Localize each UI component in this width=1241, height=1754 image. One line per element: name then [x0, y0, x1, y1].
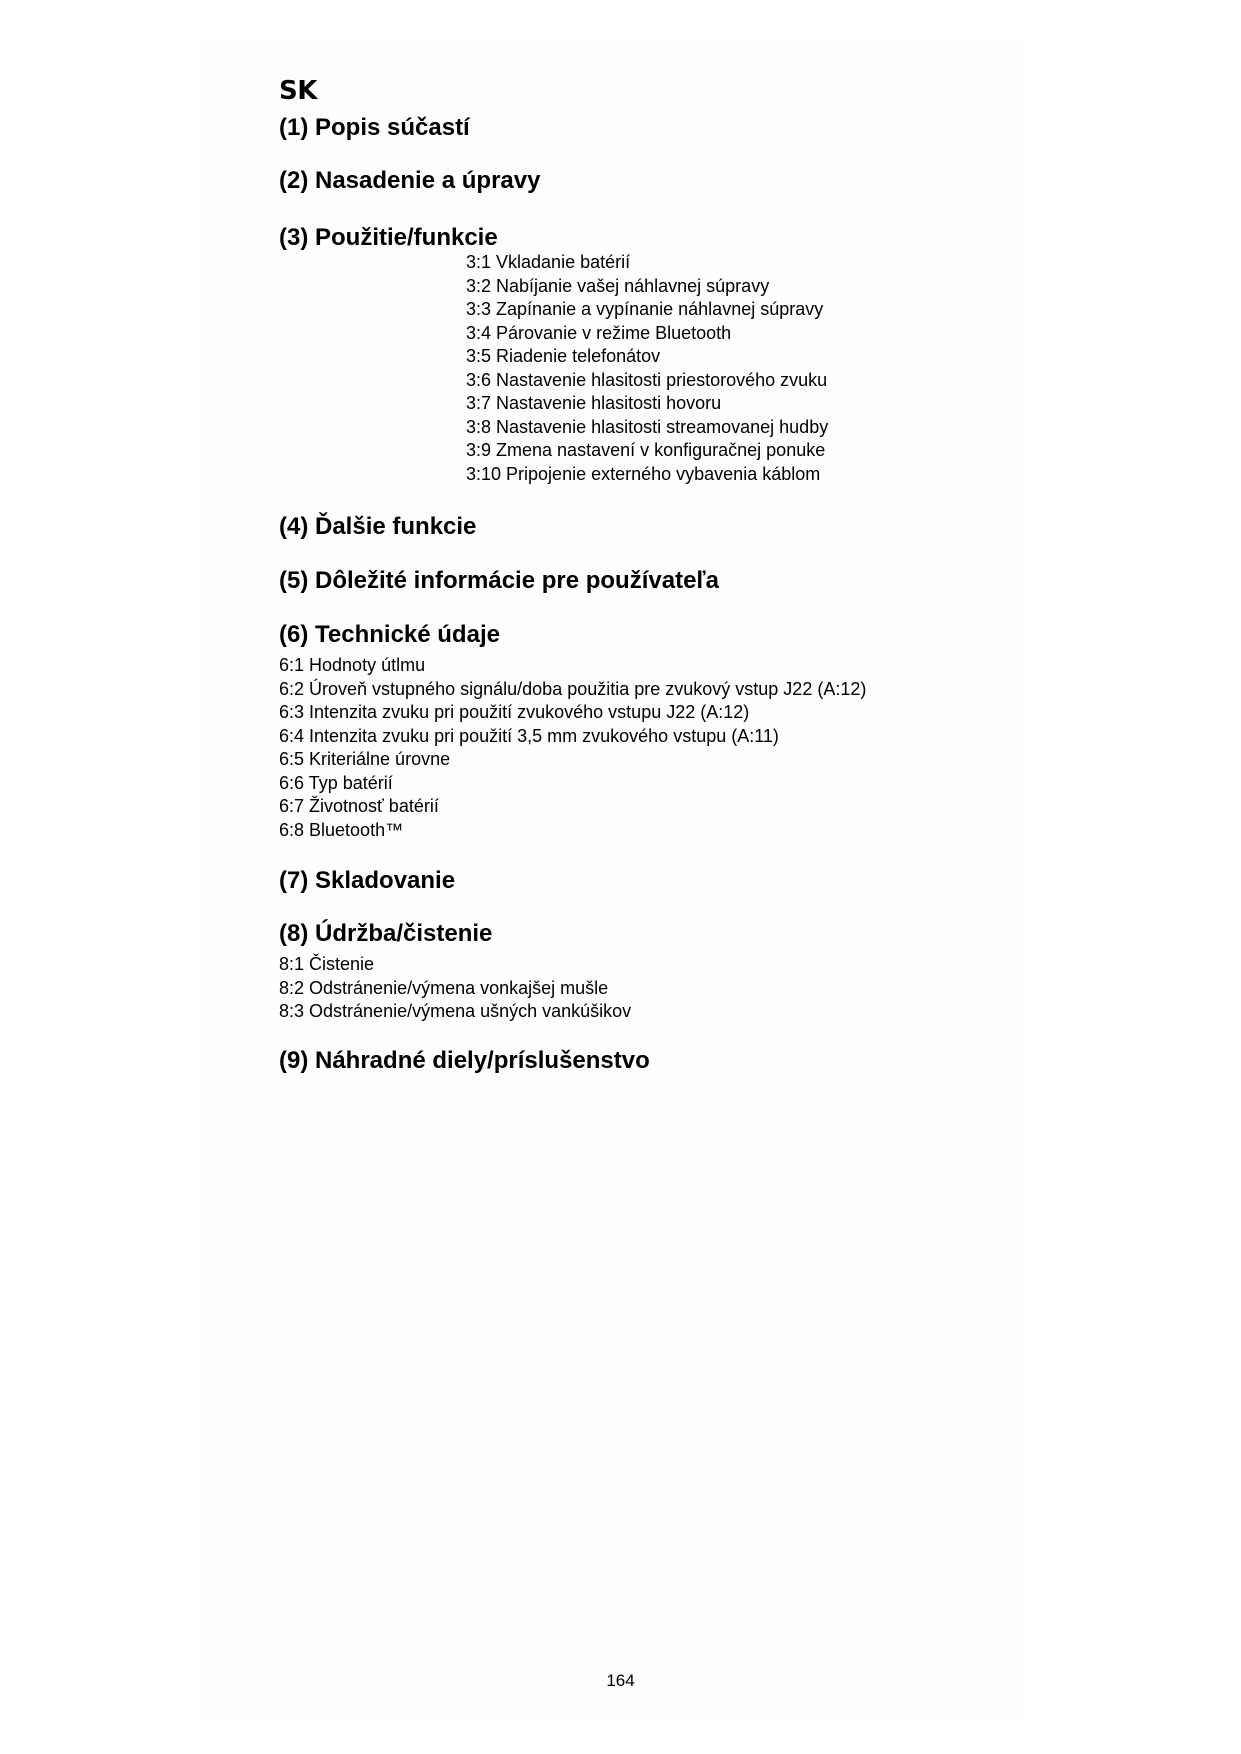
section-6-subitems — [279, 654, 866, 842]
list-item: 6:3 Intenzita zvuku pri použití zvukového vstupu J22 (A:12) — [279, 702, 750, 722]
section-heading-6: (6) Technické údaje — [279, 621, 500, 648]
list-item: 3:4 Párovanie v režime Bluetooth — [466, 322, 732, 343]
list-item: 6:5 Kriteriálne úrovne — [279, 749, 451, 769]
page-number: 164 — [606, 1671, 635, 1690]
list-item: 8:2 Odstránenie/výmena vonkajšej mušle — [279, 977, 609, 998]
section-3-subitems — [466, 251, 828, 486]
list-item: 8:1 Čistenie — [279, 954, 375, 974]
list-item: 3:2 Nabíjanie vašej náhlavnej súpravy — [466, 275, 770, 296]
section-heading-7: (7) Skladovanie — [279, 867, 456, 894]
list-item: 6:1 Hodnoty útlmu — [279, 655, 426, 675]
list-item: 6:6 Typ batérií — [279, 772, 393, 793]
list-item: 3:9 Zmena nastavení v konfiguračnej ponuke — [466, 440, 826, 460]
list-item: 6:7 Životnosť batérií — [279, 796, 439, 816]
list-item: 3:6 Nastavenie hlasitosti priestorového zvuku — [466, 369, 828, 390]
list-item: 3:5 Riadenie telefonátov — [466, 346, 661, 366]
section-heading-9: (9) Náhradné diely/príslušenstvo — [279, 1047, 650, 1074]
list-item: 6:8 Bluetooth™ — [279, 819, 404, 840]
list-item: 6:4 Intenzita zvuku pri použití 3,5 mm zvukového vstupu (A:11) — [279, 725, 779, 746]
section-heading-4: (4) Ďalšie funkcie — [279, 513, 477, 540]
list-item: 3:3 Zapínanie a vypínanie náhlavnej súpravy — [466, 299, 824, 319]
section-heading-8: (8) Údržba/čistenie — [279, 920, 493, 947]
section-heading-3: (3) Použitie/funkcie — [279, 224, 498, 251]
list-item: 3:1 Vkladanie batérií — [466, 252, 631, 272]
list-item: 3:10 Pripojenie externého vybavenia káblom — [466, 463, 821, 484]
list-item: 8:3 Odstránenie/výmena ušných vankúšikov — [279, 1001, 632, 1021]
section-heading-1: (1) Popis súčastí — [279, 114, 470, 141]
list-item: 3:7 Nastavenie hlasitosti hovoru — [466, 393, 722, 413]
section-heading-2: (2) Nasadenie a úpravy — [279, 167, 541, 194]
section-heading-5: (5) Dôležité informácie pre používateľa — [279, 567, 720, 594]
language-code: SK — [279, 76, 317, 106]
section-8-subitems — [279, 953, 631, 1024]
list-item: 3:8 Nastavenie hlasitosti streamovanej hudby — [466, 416, 829, 437]
list-item: 6:2 Úroveň vstupného signálu/doba použitia pre zvukový vstup J22 (A:12) — [279, 678, 867, 699]
